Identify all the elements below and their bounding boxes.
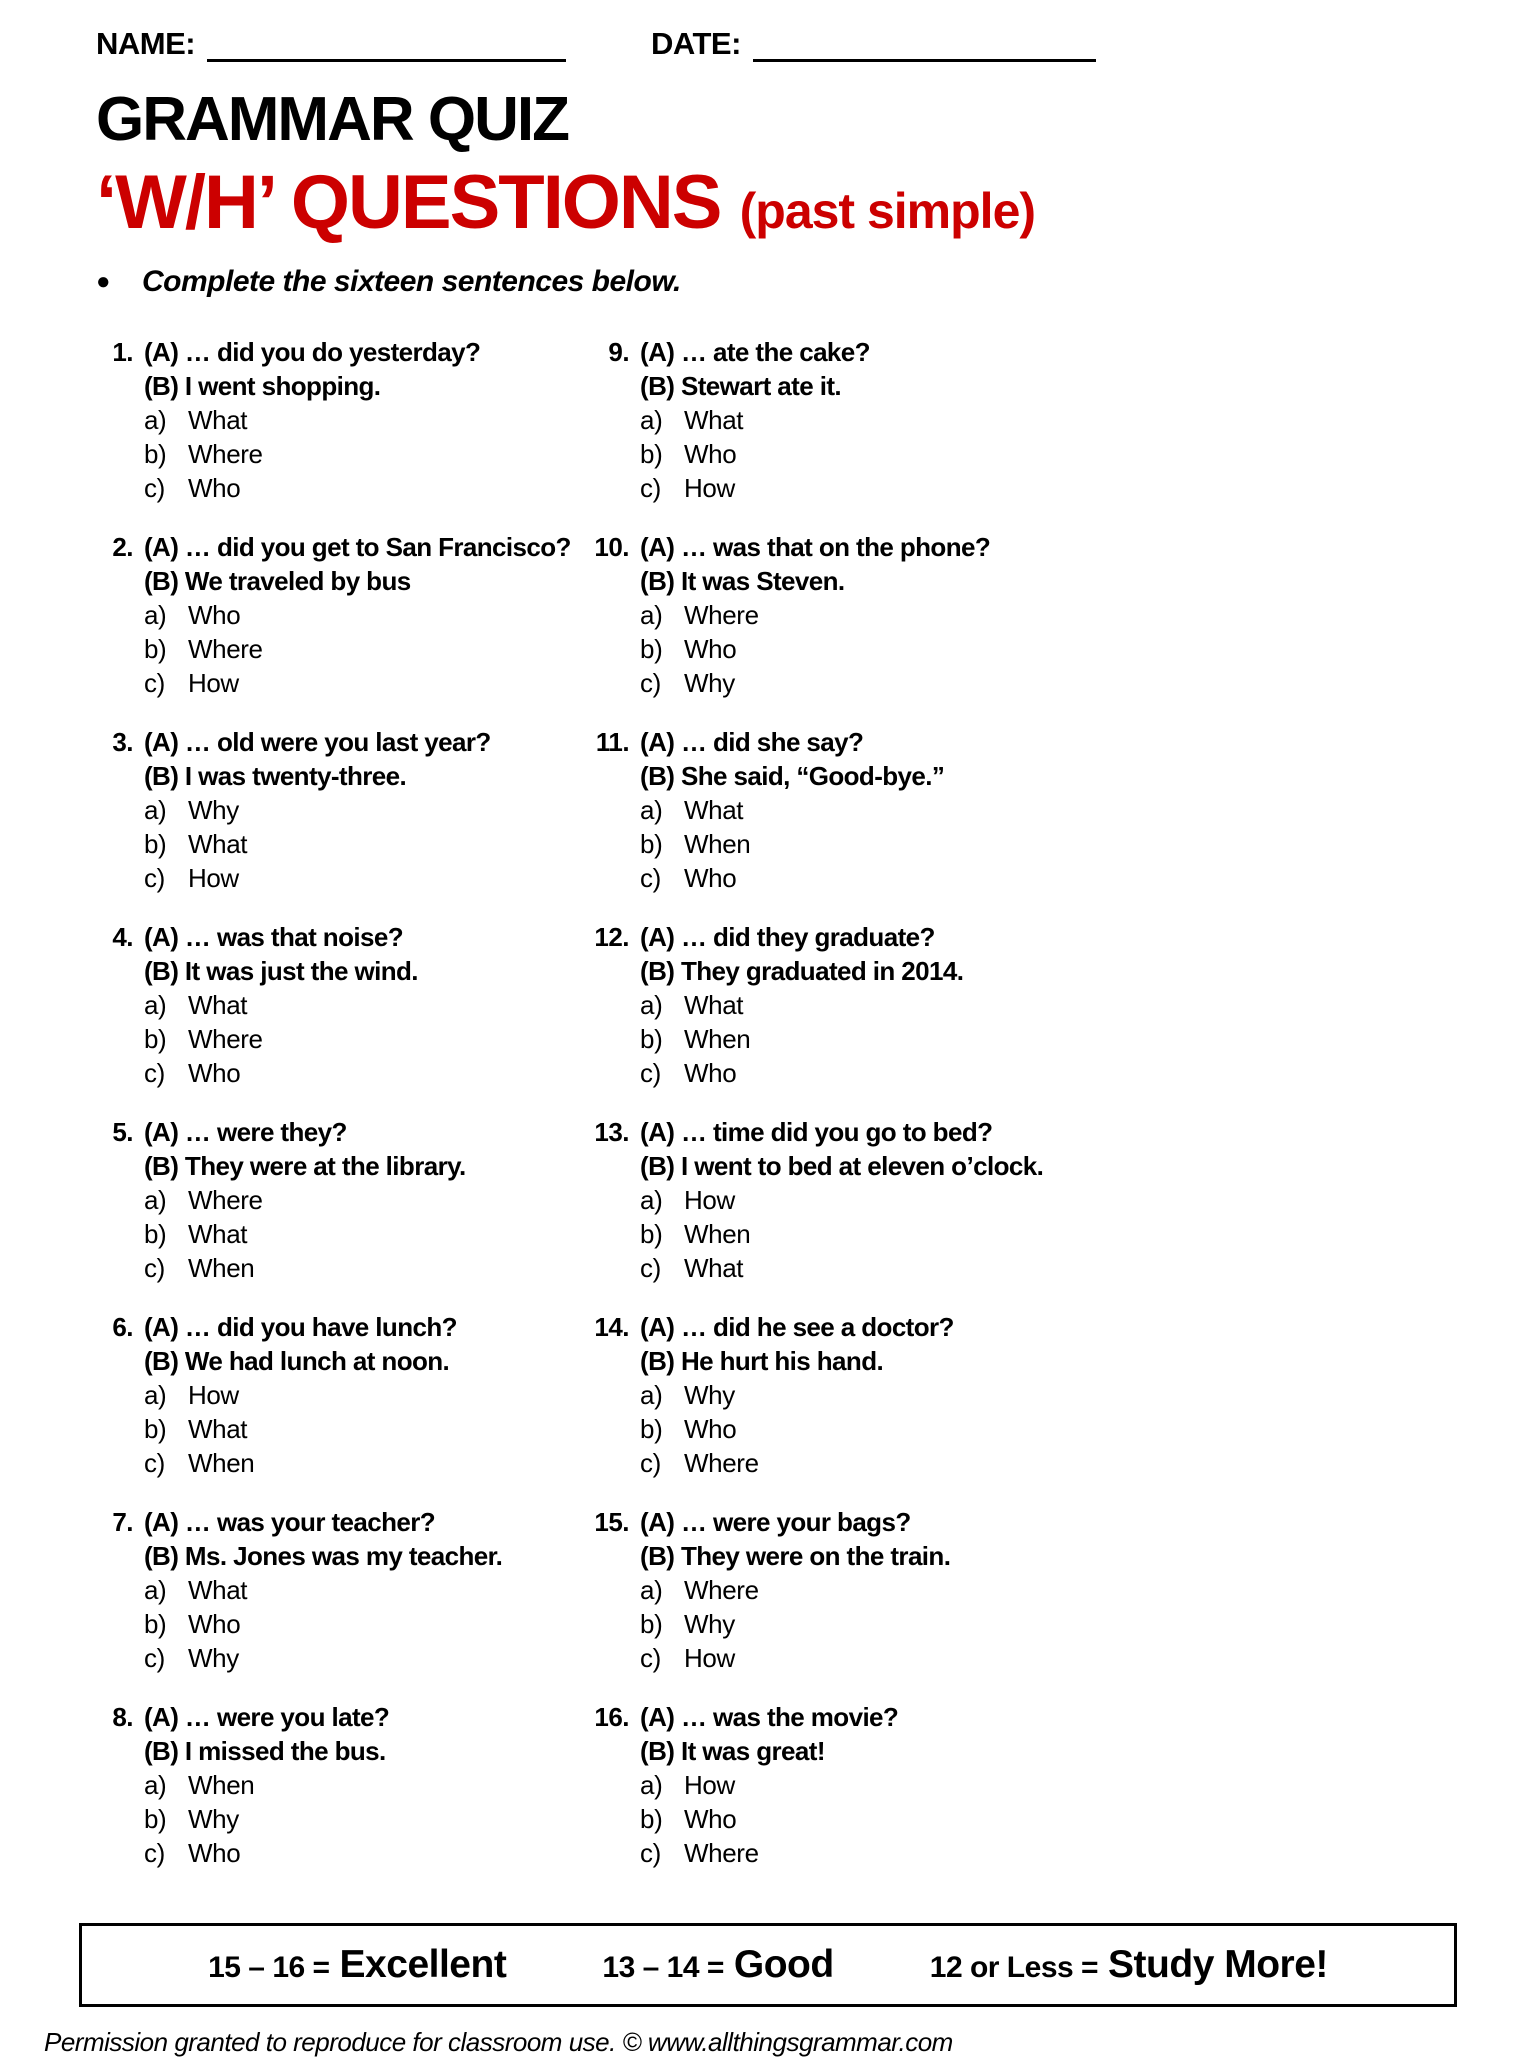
option-letter: c) bbox=[640, 668, 661, 699]
question-number: 14. bbox=[594, 1312, 630, 1343]
question-body bbox=[640, 725, 1100, 895]
answer-option bbox=[144, 1802, 592, 1836]
option-letter: c) bbox=[144, 668, 165, 699]
option-text: Who bbox=[188, 600, 241, 631]
question-line-a: (A) … did you have lunch? bbox=[144, 1312, 457, 1343]
answer-option bbox=[144, 1412, 592, 1446]
score-legend-box bbox=[79, 1923, 1457, 2007]
answer-option bbox=[144, 598, 592, 632]
option-letter: b) bbox=[144, 1219, 167, 1250]
question-number: 5. bbox=[112, 1117, 133, 1148]
option-letter: a) bbox=[144, 1185, 167, 1216]
option-text: Who bbox=[188, 473, 241, 504]
question-body bbox=[640, 1700, 1100, 1870]
answer-option bbox=[144, 1217, 592, 1251]
questions-col-right bbox=[592, 335, 1100, 1895]
option-letter: c) bbox=[640, 1838, 661, 1869]
question-line-b: (B) We traveled by bus bbox=[144, 566, 411, 597]
option-letter: c) bbox=[640, 473, 661, 504]
answer-option bbox=[144, 1183, 592, 1217]
option-text: Why bbox=[684, 668, 735, 699]
question-item bbox=[592, 1700, 1100, 1870]
option-text: Where bbox=[684, 1838, 759, 1869]
option-text: Why bbox=[188, 1804, 239, 1835]
option-text: When bbox=[684, 1219, 751, 1250]
option-letter: b) bbox=[640, 1414, 663, 1445]
answer-option bbox=[144, 861, 592, 895]
option-text: How bbox=[684, 1185, 735, 1216]
option-text: Where bbox=[684, 600, 759, 631]
option-text: Where bbox=[188, 1024, 263, 1055]
question-line-a: (A) … ate the cake? bbox=[640, 337, 870, 368]
option-text: Where bbox=[684, 1575, 759, 1606]
question-number: 9. bbox=[608, 337, 630, 368]
question-line-b: (B) They were at the library. bbox=[144, 1151, 466, 1182]
page-title-main: ‘W/H’ QUESTIONS bbox=[96, 160, 721, 246]
answer-option bbox=[144, 1056, 592, 1090]
option-text: Where bbox=[188, 1185, 263, 1216]
answer-option bbox=[144, 1022, 592, 1056]
question-line-b: (B) It was Steven. bbox=[640, 566, 845, 597]
answer-option bbox=[640, 598, 1100, 632]
option-letter: c) bbox=[640, 863, 661, 894]
answer-option bbox=[144, 666, 592, 700]
question-item bbox=[592, 920, 1100, 1090]
question-line-b: (B) I went to bed at eleven o’clock. bbox=[640, 1151, 1044, 1182]
option-text: How bbox=[684, 1770, 735, 1801]
answer-option bbox=[640, 1641, 1100, 1675]
answer-option bbox=[144, 1768, 592, 1802]
option-text: What bbox=[684, 1253, 744, 1284]
question-body bbox=[640, 1310, 1100, 1480]
score-item-good bbox=[602, 1943, 833, 1987]
answer-option bbox=[144, 1573, 592, 1607]
answer-option bbox=[640, 861, 1100, 895]
option-letter: a) bbox=[144, 1575, 167, 1606]
answer-option bbox=[144, 827, 592, 861]
worksheet-page bbox=[96, 26, 1100, 1895]
option-text: How bbox=[684, 1643, 735, 1674]
option-letter: b) bbox=[144, 1609, 167, 1640]
question-line-a: (A) … old were you last year? bbox=[144, 727, 491, 758]
question-item bbox=[592, 1310, 1100, 1480]
answer-option bbox=[144, 988, 592, 1022]
option-letter: c) bbox=[144, 1448, 165, 1479]
option-letter: c) bbox=[144, 863, 165, 894]
question-item bbox=[592, 335, 1100, 505]
question-line-a: (A) … were you late? bbox=[144, 1702, 390, 1733]
answer-option bbox=[640, 1251, 1100, 1285]
question-body bbox=[640, 335, 1100, 505]
question-item bbox=[96, 335, 592, 505]
answer-option bbox=[640, 1573, 1100, 1607]
option-text: Why bbox=[188, 795, 239, 826]
question-item bbox=[96, 725, 592, 895]
option-text: How bbox=[188, 668, 239, 699]
option-text: Who bbox=[188, 1609, 241, 1640]
answer-option bbox=[144, 1446, 592, 1480]
option-letter: b) bbox=[640, 1219, 663, 1250]
answer-option bbox=[144, 471, 592, 505]
question-number: 7. bbox=[112, 1507, 133, 1538]
option-letter: c) bbox=[144, 1253, 165, 1284]
date-label: DATE: bbox=[651, 26, 741, 61]
question-item bbox=[592, 530, 1100, 700]
question-number: 16. bbox=[594, 1702, 630, 1733]
answer-option bbox=[640, 403, 1100, 437]
questions-area bbox=[96, 335, 1100, 1895]
question-line-b: (B) They graduated in 2014. bbox=[640, 956, 964, 987]
option-letter: b) bbox=[144, 1804, 167, 1835]
option-letter: b) bbox=[640, 634, 663, 665]
answer-option bbox=[640, 1056, 1100, 1090]
option-text: Why bbox=[188, 1643, 239, 1674]
question-number: 10. bbox=[594, 532, 630, 563]
option-text: What bbox=[188, 990, 248, 1021]
question-item bbox=[96, 1115, 592, 1285]
question-item bbox=[592, 1505, 1100, 1675]
option-letter: a) bbox=[640, 405, 663, 436]
name-date-row bbox=[96, 26, 1096, 62]
question-body bbox=[144, 1115, 592, 1285]
quiz-title: GRAMMAR QUIZ bbox=[96, 85, 568, 154]
question-number: 2. bbox=[112, 532, 133, 563]
question-item bbox=[96, 1310, 592, 1480]
answer-option bbox=[144, 437, 592, 471]
question-line-b: (B) I went shopping. bbox=[144, 371, 381, 402]
option-letter: b) bbox=[144, 1414, 167, 1445]
option-letter: a) bbox=[640, 600, 663, 631]
option-text: How bbox=[188, 863, 239, 894]
question-number: 3. bbox=[112, 727, 133, 758]
question-line-b: (B) We had lunch at noon. bbox=[144, 1346, 450, 1377]
question-line-b: (B) They were on the train. bbox=[640, 1541, 951, 1572]
option-letter: c) bbox=[144, 1643, 165, 1674]
question-body bbox=[640, 1115, 1100, 1285]
question-line-a: (A) … were your bags? bbox=[640, 1507, 911, 1538]
option-text: Who bbox=[684, 634, 737, 665]
option-letter: a) bbox=[144, 1770, 167, 1801]
question-line-b: (B) It was just the wind. bbox=[144, 956, 418, 987]
option-letter: a) bbox=[144, 600, 167, 631]
question-line-b: (B) She said, “Good-bye.” bbox=[640, 761, 945, 792]
option-letter: a) bbox=[640, 1770, 663, 1801]
question-line-a: (A) … was your teacher? bbox=[144, 1507, 436, 1538]
option-text: When bbox=[188, 1770, 255, 1801]
question-line-b: (B) I was twenty-three. bbox=[144, 761, 407, 792]
answer-option bbox=[144, 1378, 592, 1412]
question-body bbox=[640, 920, 1100, 1090]
question-line-a: (A) … time did you go to bed? bbox=[640, 1117, 993, 1148]
question-body bbox=[640, 1505, 1100, 1675]
answer-option bbox=[144, 793, 592, 827]
option-letter: a) bbox=[144, 990, 167, 1021]
name-blank-line bbox=[207, 32, 566, 62]
question-item bbox=[96, 920, 592, 1090]
answer-option bbox=[640, 666, 1100, 700]
answer-option bbox=[640, 1183, 1100, 1217]
question-body bbox=[144, 920, 592, 1090]
answer-option bbox=[640, 1802, 1100, 1836]
option-letter: b) bbox=[144, 829, 167, 860]
option-letter: b) bbox=[640, 1609, 663, 1640]
option-letter: b) bbox=[640, 439, 663, 470]
question-number: 1. bbox=[112, 337, 133, 368]
score-range: 13 – 14 = bbox=[602, 1951, 724, 1985]
question-line-a: (A) … did you get to San Francisco? bbox=[144, 532, 571, 563]
option-text: Why bbox=[684, 1380, 735, 1411]
option-letter: b) bbox=[640, 1804, 663, 1835]
question-line-a: (A) … did he see a doctor? bbox=[640, 1312, 954, 1343]
question-number: 6. bbox=[112, 1312, 133, 1343]
question-body bbox=[144, 1310, 592, 1480]
option-letter: a) bbox=[144, 1380, 167, 1411]
answer-option bbox=[640, 632, 1100, 666]
question-line-a: (A) … was that on the phone? bbox=[640, 532, 991, 563]
question-line-b: (B) Ms. Jones was my teacher. bbox=[144, 1541, 503, 1572]
page-title bbox=[96, 160, 1100, 246]
option-letter: c) bbox=[144, 1838, 165, 1869]
option-text: Who bbox=[684, 1414, 737, 1445]
option-letter: c) bbox=[144, 1058, 165, 1089]
score-label: Study More! bbox=[1108, 1943, 1328, 1987]
option-text: What bbox=[684, 990, 744, 1021]
question-item bbox=[96, 1700, 592, 1870]
question-body bbox=[144, 1700, 592, 1870]
question-number: 15. bbox=[594, 1507, 630, 1538]
answer-option bbox=[640, 793, 1100, 827]
answer-option bbox=[640, 1022, 1100, 1056]
option-text: What bbox=[684, 795, 744, 826]
option-letter: c) bbox=[640, 1448, 661, 1479]
option-text: When bbox=[188, 1448, 255, 1479]
instruction-text: Complete the sixteen sentences below. bbox=[142, 265, 681, 299]
answer-option bbox=[640, 1217, 1100, 1251]
question-line-b: (B) I missed the bus. bbox=[144, 1736, 386, 1767]
option-letter: b) bbox=[144, 1024, 167, 1055]
option-text: How bbox=[684, 473, 735, 504]
option-letter: b) bbox=[144, 634, 167, 665]
option-text: How bbox=[188, 1380, 239, 1411]
option-text: What bbox=[188, 1219, 248, 1250]
option-letter: b) bbox=[640, 1024, 663, 1055]
score-range: 15 – 16 = bbox=[208, 1951, 330, 1985]
option-text: What bbox=[188, 1575, 248, 1606]
option-letter: a) bbox=[640, 1575, 663, 1606]
option-letter: b) bbox=[640, 829, 663, 860]
question-item bbox=[592, 725, 1100, 895]
question-item bbox=[96, 530, 592, 700]
option-letter: c) bbox=[640, 1253, 661, 1284]
option-text: What bbox=[188, 829, 248, 860]
answer-option bbox=[640, 988, 1100, 1022]
question-line-a: (A) … were they? bbox=[144, 1117, 347, 1148]
bullet-icon: ● bbox=[96, 268, 111, 296]
answer-option bbox=[640, 437, 1100, 471]
option-letter: a) bbox=[640, 795, 663, 826]
option-text: When bbox=[188, 1253, 255, 1284]
option-text: Who bbox=[684, 1804, 737, 1835]
question-body bbox=[144, 1505, 592, 1675]
answer-option bbox=[640, 827, 1100, 861]
answer-option bbox=[144, 1251, 592, 1285]
option-text: When bbox=[684, 829, 751, 860]
questions-col-left bbox=[96, 335, 592, 1895]
option-text: Where bbox=[188, 634, 263, 665]
option-text: Who bbox=[684, 863, 737, 894]
name-field bbox=[96, 26, 566, 62]
answer-option bbox=[640, 471, 1100, 505]
option-text: Why bbox=[684, 1609, 735, 1640]
option-letter: a) bbox=[640, 1380, 663, 1411]
option-text: When bbox=[684, 1024, 751, 1055]
question-body bbox=[640, 530, 1100, 700]
option-text: Where bbox=[684, 1448, 759, 1479]
option-letter: c) bbox=[640, 1643, 661, 1674]
question-line-a: (A) … did you do yesterday? bbox=[144, 337, 481, 368]
question-line-b: (B) He hurt his hand. bbox=[640, 1346, 884, 1377]
question-number: 12. bbox=[594, 922, 630, 953]
page-title-suffix: (past simple) bbox=[739, 183, 1036, 240]
question-line-a: (A) … was that noise? bbox=[144, 922, 403, 953]
answer-option bbox=[640, 1412, 1100, 1446]
option-text: Where bbox=[188, 439, 263, 470]
option-text: Who bbox=[684, 1058, 737, 1089]
score-item-excellent bbox=[208, 1943, 506, 1987]
option-text: What bbox=[684, 405, 744, 436]
question-number: 13. bbox=[594, 1117, 630, 1148]
answer-option bbox=[144, 632, 592, 666]
answer-option bbox=[144, 1641, 592, 1675]
question-line-a: (A) … did she say? bbox=[640, 727, 864, 758]
option-letter: c) bbox=[144, 473, 165, 504]
question-item bbox=[592, 1115, 1100, 1285]
option-text: Who bbox=[684, 439, 737, 470]
option-text: What bbox=[188, 1414, 248, 1445]
option-letter: a) bbox=[640, 1185, 663, 1216]
score-range: 12 or Less = bbox=[929, 1951, 1099, 1985]
score-label: Excellent bbox=[339, 1943, 507, 1987]
date-field bbox=[651, 26, 1096, 62]
score-item-study-more bbox=[930, 1943, 1328, 1987]
answer-option bbox=[640, 1378, 1100, 1412]
question-body bbox=[144, 530, 592, 700]
question-item bbox=[96, 1505, 592, 1675]
answer-option bbox=[640, 1607, 1100, 1641]
question-line-b: (B) Stewart ate it. bbox=[640, 371, 842, 402]
option-letter: a) bbox=[144, 405, 167, 436]
question-line-a: (A) … was the movie? bbox=[640, 1702, 899, 1733]
question-number: 11. bbox=[595, 727, 630, 758]
permission-footer: Permission granted to reproduce for classroom use. © www.allthingsgrammar.com bbox=[44, 2027, 953, 2058]
answer-option bbox=[144, 1836, 592, 1870]
option-letter: a) bbox=[144, 795, 167, 826]
question-line-b: (B) It was great! bbox=[640, 1736, 825, 1767]
answer-option bbox=[640, 1836, 1100, 1870]
option-text: Who bbox=[188, 1058, 241, 1089]
date-blank-line bbox=[753, 32, 1096, 62]
option-letter: c) bbox=[640, 1058, 661, 1089]
question-body bbox=[144, 725, 592, 895]
name-label: NAME: bbox=[96, 26, 196, 61]
question-number: 4. bbox=[112, 922, 133, 953]
answer-option bbox=[144, 403, 592, 437]
question-body bbox=[144, 335, 592, 505]
option-text: What bbox=[188, 405, 248, 436]
option-text: Who bbox=[188, 1838, 241, 1869]
instruction-line bbox=[96, 265, 1100, 299]
answer-option bbox=[640, 1446, 1100, 1480]
question-number: 8. bbox=[112, 1702, 133, 1733]
answer-option bbox=[144, 1607, 592, 1641]
option-letter: b) bbox=[144, 439, 167, 470]
answer-option bbox=[640, 1768, 1100, 1802]
score-label: Good bbox=[733, 1943, 834, 1987]
option-letter: a) bbox=[640, 990, 663, 1021]
question-line-a: (A) … did they graduate? bbox=[640, 922, 935, 953]
